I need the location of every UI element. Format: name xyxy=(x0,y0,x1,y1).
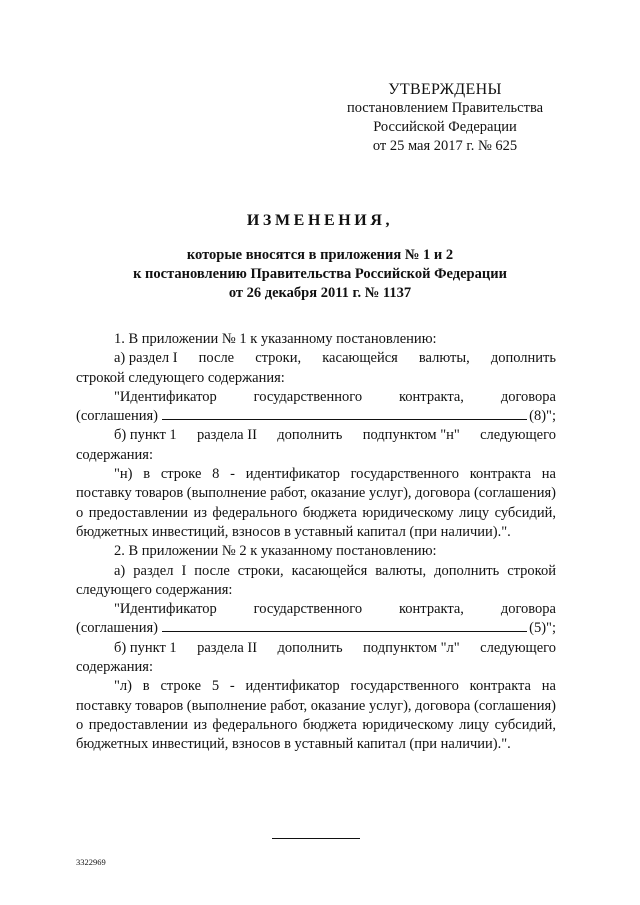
title-subline-2: к постановлению Правительства Российской Федерации xyxy=(133,266,507,282)
word: договора xyxy=(500,388,556,405)
quote-start: (соглашения) xyxy=(76,620,159,637)
section-1-intro: 1. В приложении № 1 к указанному постановлению: xyxy=(114,331,437,347)
word: дополнить xyxy=(490,350,556,367)
word: касающейся xyxy=(322,350,398,367)
word: а) раздел I xyxy=(114,350,178,367)
section-2a-text: а) раздел I после строки, касающейся валюты, дополнить строкой следующего содержания: xyxy=(76,562,556,598)
section-2-subitem-l: "л) в строке 5 - идентификатор государственного контракта на поставку товаров (выполнение работ, оказание услуг), договора (соглашения) о предоставлении из федерального бюджета юридическому лицу субсидий, бюджетных инвестиций, взносов в уставный капитал (при наличии).". xyxy=(76,678,556,753)
section-1-quote-fill-line xyxy=(76,407,556,426)
approval-stamp xyxy=(330,80,560,156)
word: раздела II xyxy=(197,639,258,656)
approval-heading: УТВЕРЖДЕНЫ xyxy=(388,81,502,98)
word: подпунктом "л" xyxy=(363,639,460,656)
word: б) пункт 1 xyxy=(114,427,177,444)
word: государственного xyxy=(253,601,363,618)
word: контракта, xyxy=(398,388,464,405)
document-id: 3322969 xyxy=(76,857,106,867)
approval-line-2: Российской Федерации xyxy=(373,119,517,135)
section-2b-line xyxy=(76,639,556,658)
section-2b-continuation: содержания: xyxy=(76,659,154,676)
word: "Идентификатор xyxy=(114,388,217,405)
word: подпунктом "н" xyxy=(362,427,460,444)
word: следующего xyxy=(480,639,556,656)
word: договора xyxy=(500,601,556,618)
blank-underline xyxy=(162,418,527,420)
word: "Идентификатор xyxy=(114,601,217,618)
quote-start: (соглашения) xyxy=(76,408,159,425)
section-1b-line xyxy=(76,426,556,445)
section-2-quote-fill-line xyxy=(76,619,556,638)
word: дополнить xyxy=(277,639,343,656)
word: валюты, xyxy=(418,350,470,367)
section-1-subitem-n: "н) в строке 8 - идентификатор государственного контракта на поставку товаров (выполнение работ, оказание услуг), договора (соглашения) о предоставлении из федерального бюджета юридическому лицу субсидий, бюджетных инвестиций, взносов в уставный капитал (при наличии).". xyxy=(76,466,556,540)
footer-divider xyxy=(272,838,360,839)
section-1b-continuation: содержания: xyxy=(76,446,154,463)
section-2-intro: 2. В приложении № 2 к указанному постановлению: xyxy=(114,543,437,560)
word: дополнить xyxy=(277,427,343,444)
word: раздела II xyxy=(196,427,257,444)
word: контракта, xyxy=(398,601,464,618)
section-2-quote-line xyxy=(76,600,556,619)
word: б) пункт 1 xyxy=(114,639,177,656)
document-title: ИЗМЕНЕНИЯ, xyxy=(246,212,394,229)
section-1a-continuation: строкой следующего содержания: xyxy=(76,369,285,386)
word: государственного xyxy=(253,388,363,405)
quote-end: (5)"; xyxy=(529,620,556,637)
title-subline-3: от 26 декабря 2011 г. № 1137 xyxy=(228,285,412,301)
title-subline-1: которые вносятся в приложения № 1 и 2 xyxy=(186,247,454,263)
blank-underline xyxy=(162,630,527,632)
approval-date-number: от 25 мая 2017 г. № 625 xyxy=(372,138,518,154)
word: следующего xyxy=(480,427,556,444)
word: после xyxy=(198,350,235,367)
section-1-quote-line xyxy=(76,388,556,407)
document-body xyxy=(76,330,556,755)
approval-line-1: постановлением Правительства xyxy=(346,100,544,116)
quote-end: (8)"; xyxy=(529,408,556,425)
word: строки, xyxy=(255,350,302,367)
section-1a-line xyxy=(76,349,556,368)
